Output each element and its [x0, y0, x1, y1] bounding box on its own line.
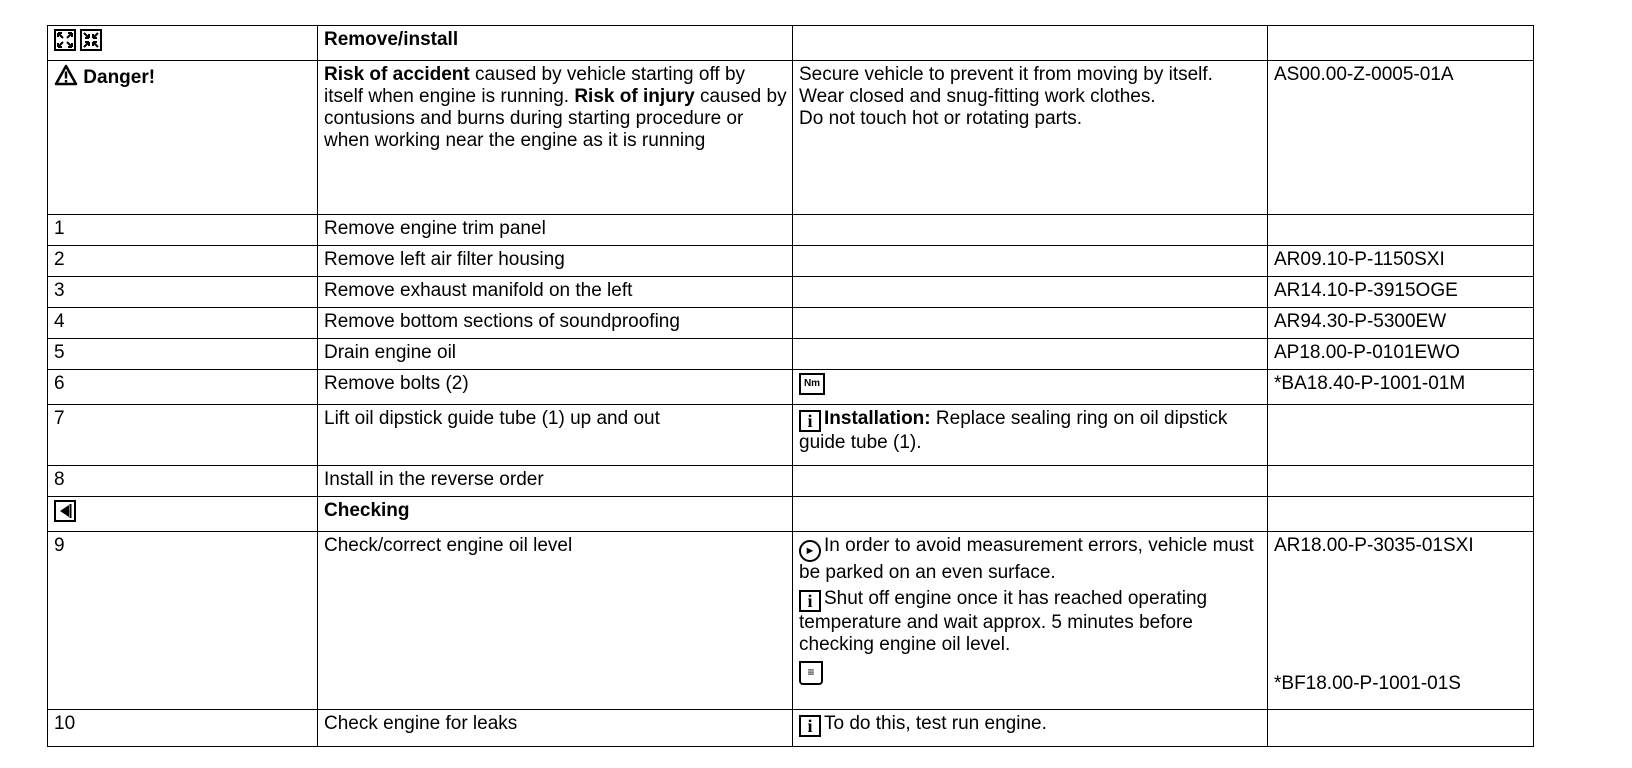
empty-cell	[793, 308, 1268, 339]
step-number: 1	[48, 215, 318, 246]
expand-arrows-icon	[54, 29, 76, 51]
step-number: 2	[48, 246, 318, 277]
leak-test-note-text: To do this, test run engine.	[824, 713, 1047, 734]
step-text: Install in the reverse order	[318, 466, 793, 497]
step-ref: AR94.30-P-5300EW	[1268, 308, 1534, 339]
measure-hot-parts: Do not touch hot or rotating parts.	[799, 108, 1083, 129]
step-number: 6	[48, 370, 318, 405]
step-text: Check/correct engine oil level	[318, 532, 793, 710]
step-text: Check engine for leaks	[318, 710, 793, 747]
note-operating-temp-text: Shut off engine once it has reached operating temperature and wait approx. 5 minutes before checking engine oil level.	[799, 588, 1208, 655]
table-row	[48, 308, 1534, 339]
warning-triangle-icon	[54, 64, 78, 92]
step-text: Remove engine trim panel	[318, 215, 793, 246]
step-ref: AR14.10-P-3915OGE	[1268, 277, 1534, 308]
info-i-icon: i	[799, 590, 821, 612]
empty-cell	[793, 215, 1268, 246]
installation-note-cell	[793, 405, 1268, 466]
danger-ref: AS00.00-Z-0005-01A	[1268, 61, 1534, 215]
section-title-remove-install: Remove/install	[318, 26, 793, 61]
danger-cell	[48, 61, 318, 215]
step-number: 10	[48, 710, 318, 747]
procedure-table	[47, 25, 1534, 747]
table-row	[48, 246, 1534, 277]
step-text: Remove bottom sections of soundproofing	[318, 308, 793, 339]
step-ref: AR09.10-P-1150SXI	[1268, 246, 1534, 277]
installation-label: Installation:	[824, 408, 931, 429]
section-title-checking: Checking	[318, 497, 793, 532]
step-text: Remove exhaust manifold on the left	[318, 277, 793, 308]
table-row	[48, 370, 1534, 405]
step-text: Remove bolts (2)	[318, 370, 793, 405]
step-ref: AR18.00-P-3035-01SXI	[1274, 535, 1474, 556]
step-ref	[1268, 710, 1534, 747]
empty-cell	[793, 497, 1268, 532]
empty-cell	[793, 277, 1268, 308]
danger-measures-cell	[793, 61, 1268, 215]
table-row-danger	[48, 61, 1534, 215]
step-text: Lift oil dipstick guide tube (1) up and out	[318, 405, 793, 466]
spec-sheet-icon: ≡	[799, 661, 823, 685]
empty-cell	[793, 26, 1268, 61]
step-number: 8	[48, 466, 318, 497]
info-i-icon: i	[799, 715, 821, 737]
risk-injury-text: caused by contusions and burns during starting procedure or when working near the engine as it is running	[324, 86, 787, 151]
step-number: 5	[48, 339, 318, 370]
collapse-arrows-icon	[80, 29, 102, 51]
step-ref	[1268, 466, 1534, 497]
torque-note-cell	[793, 370, 1268, 405]
leak-test-note-cell	[793, 710, 1268, 747]
table-row	[48, 466, 1534, 497]
note-even-surface-text: In order to avoid measurement errors, vehicle must be parked on an even surface.	[799, 535, 1254, 583]
table-row-checking	[48, 497, 1534, 532]
step-ref-secondary: *BF18.00-P-1001-01S	[1274, 673, 1461, 694]
step-number: 7	[48, 405, 318, 466]
empty-cell	[793, 339, 1268, 370]
note-even-surface	[799, 535, 1263, 584]
empty-cell	[793, 246, 1268, 277]
info-i-icon: i	[799, 410, 821, 432]
table-row	[48, 710, 1534, 747]
remove-install-icons-cell	[48, 26, 318, 61]
step-ref-cell	[1268, 532, 1534, 710]
empty-cell	[1268, 497, 1534, 532]
danger-label: Danger!	[83, 67, 156, 88]
table-row	[48, 532, 1534, 710]
empty-cell	[1268, 26, 1534, 61]
torque-nm-icon: Nm	[799, 373, 825, 395]
table-row	[48, 277, 1534, 308]
step-number: 9	[48, 532, 318, 710]
danger-description-cell	[318, 61, 793, 215]
step-ref: *BA18.40-P-1001-01M	[1268, 370, 1534, 405]
spec-icon-row	[799, 660, 1263, 685]
step-ref	[1268, 405, 1534, 466]
play-back-arrow-icon	[54, 500, 76, 522]
step-number: 3	[48, 277, 318, 308]
step-text: Drain engine oil	[318, 339, 793, 370]
risk-accident-text: caused by vehicle starting off by itself when engine is running.	[324, 64, 746, 107]
note-operating-temp	[799, 588, 1263, 656]
measure-work-clothes: Wear closed and snug-fitting work clothes.	[799, 86, 1156, 107]
step-number: 4	[48, 308, 318, 339]
circle-arrow-icon: ►	[799, 540, 821, 562]
risk-accident-label: Risk of accident	[324, 64, 470, 85]
oil-level-notes-cell	[793, 532, 1268, 710]
measure-secure-vehicle: Secure vehicle to prevent it from moving by itself.	[799, 64, 1213, 85]
table-row	[48, 405, 1534, 466]
risk-injury-label: Risk of injury	[574, 86, 695, 107]
step-ref: AP18.00-P-0101EWO	[1268, 339, 1534, 370]
table-row-remove-install	[48, 26, 1534, 61]
empty-cell	[793, 466, 1268, 497]
step-text: Remove left air filter housing	[318, 246, 793, 277]
table-row	[48, 215, 1534, 246]
step-ref	[1268, 215, 1534, 246]
installation-text: Replace sealing ring on oil dipstick guide tube (1).	[799, 408, 1228, 453]
checking-icon-cell	[48, 497, 318, 532]
table-row	[48, 339, 1534, 370]
